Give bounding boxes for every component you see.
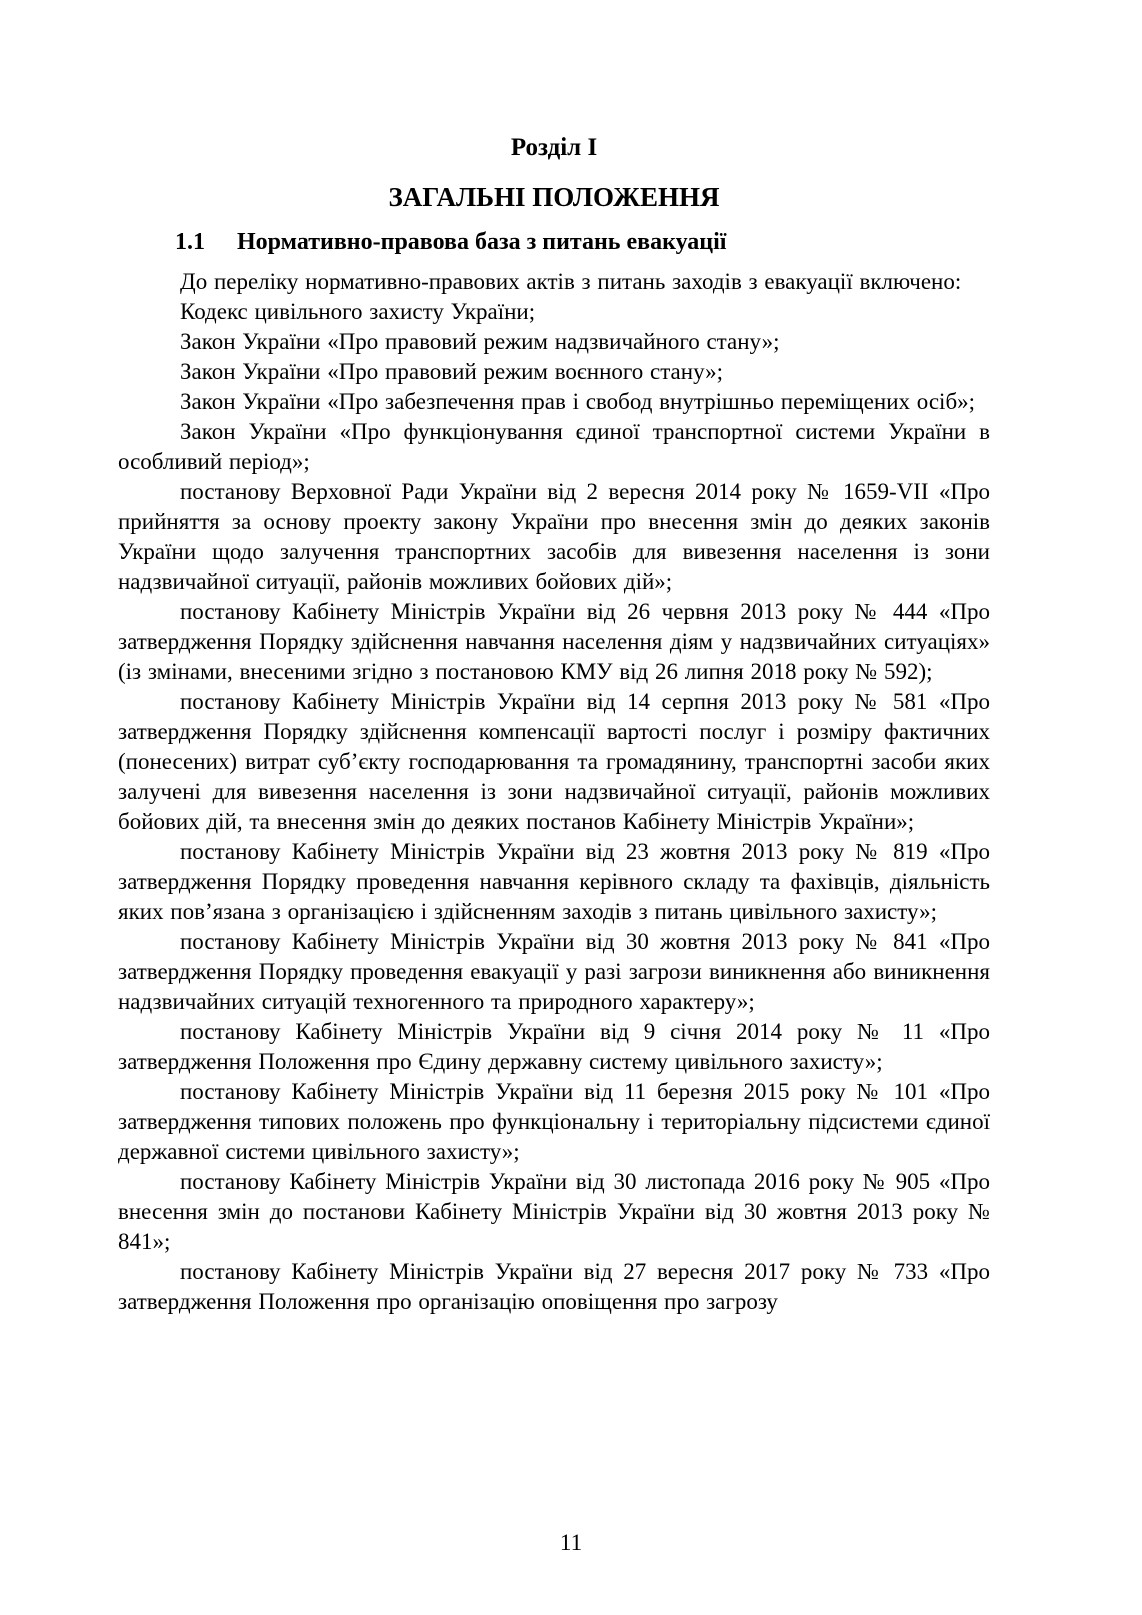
chapter-title: Розділ I: [510, 134, 598, 161]
page-content: [118, 133, 990, 1317]
document-body: [118, 267, 990, 1317]
paragraph: Закон України «Про забезпечення прав і свобод внутрішньо переміщених осіб»;: [180, 389, 976, 414]
paragraph: Закон України «Про правовий режим воєнного стану»;: [180, 359, 724, 384]
paragraph: постанову Кабінету Міністрів України від 23 жовтня 2013 року № 819 «Про затвердження Порядку проведення навчання керівного складу та фахівців, діяльність яких пов’язана з організацією і здійсненням заходів з питань цивільного захисту»;: [118, 839, 990, 924]
paragraph: постанову Кабінету Міністрів України від 27 вересня 2017 року № 733 «Про затвердження Положення про організацію оповіщення про загрозу: [118, 1259, 990, 1314]
section-number: 1.1: [175, 229, 205, 255]
page-number: 11: [559, 1530, 583, 1555]
paragraph: постанову Кабінету Міністрів України від 11 березня 2015 року № 101 «Про затвердження типових положень про функціональну і територіальну підсистеми єдиної державної системи цивільного захисту»;: [118, 1079, 990, 1164]
paragraph: Закон України «Про правовий режим надзвичайного стану»;: [180, 329, 780, 354]
paragraph: постанову Кабінету Міністрів України від 30 жовтня 2013 року № 841 «Про затвердження Порядку проведення евакуації у разі загрози виникнення або виникнення надзвичайних ситуацій техногенного та природного характеру»;: [118, 929, 990, 1014]
paragraph: постанову Кабінету Міністрів України від 30 листопада 2016 року № 905 «Про внесення змін до постанови Кабінету Міністрів України від 30 жовтня 2013 року № 841»;: [118, 1169, 990, 1254]
paragraph: постанову Верховної Ради України від 2 вересня 2014 року № 1659-VII «Про прийняття за основу проекту закону України про внесення змін до деяких законів України щодо залучення транспортних засобів для вивезення населення із зони надзвичайної ситуації, районів можливих бойових дій»;: [118, 479, 990, 594]
section-title: Нормативно-правова база з питань евакуації: [237, 229, 727, 255]
chapter-heading: ЗАГАЛЬНІ ПОЛОЖЕННЯ: [388, 182, 720, 212]
paragraph: До переліку нормативно-правових актів з питань заходів з евакуації включено:: [180, 269, 962, 294]
section-heading: [118, 228, 990, 256]
paragraph: Закон України «Про функціонування єдиної транспортної системи України в особливий період»;: [118, 419, 990, 474]
paragraph: Кодекс цивільного захисту України;: [180, 299, 536, 324]
paragraph: постанову Кабінету Міністрів України від 26 червня 2013 року № 444 «Про затвердження Порядку здійснення навчання населення діям у надзвичайних ситуаціях» (із змінами, внесеними згідно з постановою КМУ від 26 липня 2018 року № 592);: [118, 599, 990, 684]
paragraph: постанову Кабінету Міністрів України від 14 серпня 2013 року № 581 «Про затвердження Порядку здійснення компенсації вартості послуг і розміру фактичних (понесених) витрат суб’єкту господарювання та громадянину, транспортні засоби яких залучені для вивезення населення із зони надзвичайної ситуації, районів можливих бойових дій, та внесення змін до деяких постанов Кабінету Міністрів України»;: [118, 689, 990, 834]
paragraph: постанову Кабінету Міністрів України від 9 січня 2014 року № 11 «Про затвердження Положення про Єдину державну систему цивільного захисту»;: [118, 1019, 990, 1074]
